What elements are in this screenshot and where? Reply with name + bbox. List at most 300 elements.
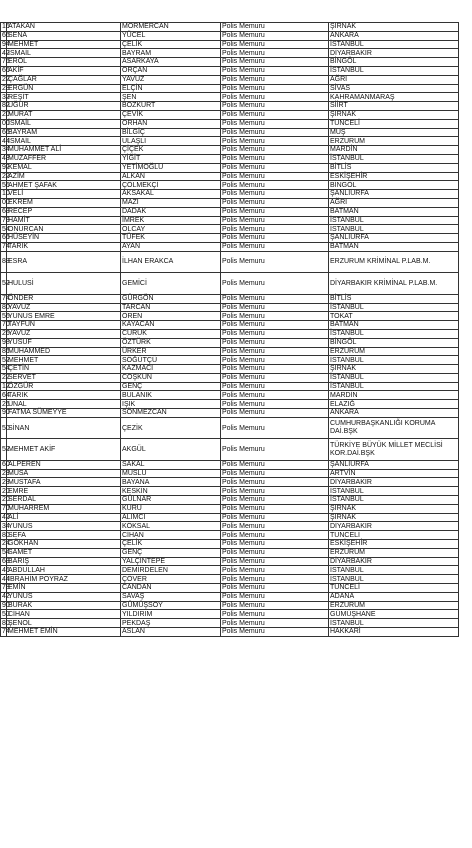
first-name-cell: ABDULLAH [7, 566, 121, 575]
location-cell: İSTANBUL [329, 566, 459, 575]
rank-cell: Polis Memuru [221, 496, 329, 505]
location-cell: İSTANBUL [329, 66, 459, 75]
table-row [1, 504, 459, 513]
last-name-cell: ASLAN [121, 628, 221, 637]
last-name-cell: CURUK [121, 329, 221, 338]
first-name-cell: SERDAL [7, 496, 121, 505]
row-number-cell: 34 [2, 522, 10, 530]
location-cell: İSTANBUL [329, 154, 459, 163]
rank-cell: Polis Memuru [221, 119, 329, 128]
table-row [1, 610, 459, 619]
first-name-cell: YAVUZ [7, 329, 121, 338]
rank-cell: Polis Memuru [221, 216, 329, 225]
location-cell: ŞIRNAK [329, 110, 459, 119]
first-name-cell: İSMAİL [7, 137, 121, 146]
first-name-cell: YUSUF [7, 338, 121, 347]
row-number-cell: 00 [2, 199, 10, 207]
location-cell: ADANA [329, 592, 459, 601]
location-cell: MUŞ [329, 128, 459, 137]
row-number-cell: 74 [2, 243, 10, 251]
row-number-cell: 52 [2, 356, 10, 364]
location-cell: CUMHURBAŞKANLIĞI KORUMA DAİ.BŞK [329, 417, 459, 439]
last-name-cell: YAVUZ [121, 75, 221, 84]
row-number-cell: 70 [2, 505, 10, 513]
rank-cell: Polis Memuru [221, 566, 329, 575]
first-name-cell: SENA [7, 31, 121, 40]
location-cell: ERZURUM [329, 548, 459, 557]
last-name-cell: ÇEZİK [121, 417, 221, 439]
first-name-cell: SEFA [7, 531, 121, 540]
table-row [1, 338, 459, 347]
table-row [1, 400, 459, 409]
last-name-cell: ÇELİK [121, 40, 221, 49]
location-cell: HAKKARİ [329, 628, 459, 637]
table-row [1, 566, 459, 575]
first-name-cell: RECEP [7, 207, 121, 216]
location-cell: ŞANLIURFA [329, 190, 459, 199]
location-cell: İSTANBUL [329, 496, 459, 505]
rank-cell: Polis Memuru [221, 619, 329, 628]
first-name-cell: ALPEREN [7, 460, 121, 469]
table-row [1, 531, 459, 540]
last-name-cell: ULAŞLI [121, 137, 221, 146]
location-cell: KAHRAMANMARAŞ [329, 93, 459, 102]
rank-cell: Polis Memuru [221, 592, 329, 601]
location-cell: BİNGÖL [329, 181, 459, 190]
row-number-cell: 66 [2, 128, 10, 136]
last-name-cell: GENÇ [121, 548, 221, 557]
table-row [1, 198, 459, 207]
first-name-cell: ÖNDER [7, 294, 121, 303]
row-number-cell: 94 [2, 40, 10, 48]
location-cell: ŞIRNAK [329, 365, 459, 374]
last-name-cell: GÜRGÖN [121, 294, 221, 303]
location-cell: ŞIRNAK [329, 513, 459, 522]
first-name-cell: FATMA SÜMEYYE [7, 409, 121, 418]
rank-cell: Polis Memuru [221, 190, 329, 199]
table-row [1, 40, 459, 49]
first-name-cell: ÇAĞLAR [7, 75, 121, 84]
rank-cell: Polis Memuru [221, 321, 329, 330]
last-name-cell: YALÇINTEPE [121, 557, 221, 566]
last-name-cell: GENÇ [121, 382, 221, 391]
first-name-cell: MURAT [7, 110, 121, 119]
last-name-cell: SÖNMEZCAN [121, 409, 221, 418]
last-name-cell: YETİMOĞLU [121, 163, 221, 172]
row-number-cell: 20 [2, 496, 10, 504]
table-row [1, 601, 459, 610]
rank-cell: Polis Memuru [221, 460, 329, 469]
table-row [1, 66, 459, 75]
first-name-cell: HAMİT [7, 216, 121, 225]
rank-cell: Polis Memuru [221, 303, 329, 312]
table-row [1, 557, 459, 566]
table-row [1, 373, 459, 382]
first-name-cell: EROL [7, 58, 121, 67]
location-cell: GÜMÜŞHANE [329, 610, 459, 619]
first-name-cell: SİNAN [7, 417, 121, 439]
last-name-cell: PEKDAŞ [121, 619, 221, 628]
row-number-cell: 66 [2, 234, 10, 242]
last-name-cell: ÖREN [121, 312, 221, 321]
last-name-cell: ALIMCI [121, 513, 221, 522]
table-row [1, 163, 459, 172]
rank-cell: Polis Memuru [221, 548, 329, 557]
last-name-cell: GÜMÜŞSOY [121, 601, 221, 610]
rank-cell: Polis Memuru [221, 356, 329, 365]
row-number-cell: 52 [1, 439, 7, 461]
row-number-cell: 92 [2, 164, 10, 172]
location-cell: ERZURUM [329, 601, 459, 610]
row-number-cell: 50 [2, 610, 10, 618]
table-row [1, 75, 459, 84]
last-name-cell: YILDIRIM [121, 610, 221, 619]
row-number-cell: 64 [2, 391, 10, 399]
rank-cell: Polis Memuru [221, 439, 329, 461]
location-cell: İSTANBUL [329, 487, 459, 496]
rank-cell: Polis Memuru [221, 540, 329, 549]
first-name-cell: REŞİT [7, 93, 121, 102]
rank-cell: Polis Memuru [221, 513, 329, 522]
first-name-cell: YUNUS EMRE [7, 312, 121, 321]
rank-cell: Polis Memuru [221, 102, 329, 111]
first-name-cell: MEHMET EMİN [7, 628, 121, 637]
table-row [1, 365, 459, 374]
location-cell: TOKAT [329, 312, 459, 321]
location-cell: İSTANBUL [329, 373, 459, 382]
first-name-cell: YUNUS [7, 522, 121, 531]
table-row [1, 146, 459, 155]
first-name-cell: MUHAMMED [7, 347, 121, 356]
row-number-cell: 98 [2, 339, 10, 346]
row-number-cell: 48 [2, 155, 10, 163]
rank-cell: Polis Memuru [221, 610, 329, 619]
table-row [1, 409, 459, 418]
row-number-cell: 66 [2, 67, 10, 75]
rank-cell: Polis Memuru [221, 110, 329, 119]
table-row [1, 469, 459, 478]
rank-cell: Polis Memuru [221, 347, 329, 356]
table-row [1, 84, 459, 93]
rank-cell: Polis Memuru [221, 154, 329, 163]
location-cell: ANKARA [329, 31, 459, 40]
location-cell: ESKİŞEHİR [329, 540, 459, 549]
table-row [1, 548, 459, 557]
first-name-cell: AKİF [7, 66, 121, 75]
first-name-cell: ÇETİN [7, 365, 121, 374]
rank-cell: Polis Memuru [221, 329, 329, 338]
location-cell: TUNCELİ [329, 119, 459, 128]
last-name-cell: BAYRAM [121, 49, 221, 58]
table-row [1, 119, 459, 128]
row-number-cell: 68 [2, 557, 10, 565]
last-name-cell: ÜRKER [121, 347, 221, 356]
last-name-cell: MUSLU [121, 469, 221, 478]
table-row [1, 23, 459, 32]
rank-cell: Polis Memuru [221, 75, 329, 84]
row-number-cell: 22 [2, 172, 10, 180]
last-name-cell: ÖZTÜRK [121, 338, 221, 347]
last-name-cell: BAYANA [121, 478, 221, 487]
first-name-cell: ONURCAN [7, 225, 121, 234]
table-row [1, 382, 459, 391]
rank-cell: Polis Memuru [221, 557, 329, 566]
location-cell: ŞIRNAK [329, 23, 459, 32]
row-number-cell: 70 [2, 321, 10, 329]
location-cell: İSTANBUL [329, 356, 459, 365]
table-row [1, 273, 459, 295]
last-name-cell: CİHAN [121, 531, 221, 540]
first-name-cell: EMİN [7, 584, 121, 593]
rank-cell: Polis Memuru [221, 391, 329, 400]
location-cell: ARTVİN [329, 469, 459, 478]
personnel-table [0, 22, 459, 637]
location-cell: SİVAS [329, 84, 459, 93]
row-number-cell: 78 [2, 584, 10, 592]
row-number-cell: 10 [2, 190, 10, 198]
location-cell: ERZURUM [329, 347, 459, 356]
first-name-cell: ÜNAL [7, 400, 121, 409]
location-cell: ESKİŞEHİR [329, 172, 459, 181]
table-row [1, 251, 459, 273]
table-row [1, 93, 459, 102]
row-number-cell: 68 [2, 208, 10, 216]
row-number-cell: 90 [2, 601, 10, 609]
rank-cell: Polis Memuru [221, 163, 329, 172]
row-number-cell: 26 [2, 400, 10, 408]
table-row [1, 128, 459, 137]
row-number-cell: 32 [2, 93, 10, 101]
rank-cell: Polis Memuru [221, 137, 329, 146]
location-cell: DİYARBAKIR [329, 49, 459, 58]
row-number-cell: 42 [2, 513, 10, 521]
row-number-cell: 00 [2, 120, 10, 128]
location-cell: BATMAN [329, 321, 459, 330]
rank-cell: Polis Memuru [221, 400, 329, 409]
location-cell: İSTANBUL [329, 619, 459, 628]
last-name-cell: ORÇAN [121, 66, 221, 75]
table-row [1, 619, 459, 628]
location-cell: BATMAN [329, 242, 459, 251]
first-name-cell: ESRA [7, 251, 121, 273]
rank-cell: Polis Memuru [221, 66, 329, 75]
last-name-cell: MORMERCAN [121, 23, 221, 32]
table-row [1, 321, 459, 330]
location-cell: BİNGÖL [329, 58, 459, 67]
last-name-cell: MAZI [121, 198, 221, 207]
location-cell: AĞRI [329, 198, 459, 207]
last-name-cell: GÜLNAR [121, 496, 221, 505]
rank-cell: Polis Memuru [221, 487, 329, 496]
last-name-cell: DEMİRDELEN [121, 566, 221, 575]
row-number-cell: 90 [2, 409, 10, 417]
location-cell: ŞANLIURFA [329, 460, 459, 469]
location-cell: DİYARBAKIR [329, 557, 459, 566]
first-name-cell: ERGÜN [7, 84, 121, 93]
table-row [1, 49, 459, 58]
row-number-cell: 16 [2, 23, 10, 31]
rank-cell: Polis Memuru [221, 584, 329, 593]
first-name-cell: AZİM [7, 172, 121, 181]
rank-cell: Polis Memuru [221, 628, 329, 637]
row-number-cell: 34 [2, 146, 10, 154]
last-name-cell: KAZMACI [121, 365, 221, 374]
rank-cell: Polis Memuru [221, 172, 329, 181]
first-name-cell: TARIK [7, 242, 121, 251]
first-name-cell: KEMAL [7, 163, 121, 172]
rank-cell: Polis Memuru [221, 23, 329, 32]
table-row [1, 31, 459, 40]
rank-cell: Polis Memuru [221, 31, 329, 40]
rank-cell: Polis Memuru [221, 469, 329, 478]
last-name-cell: CANDAN [121, 584, 221, 593]
rank-cell: Polis Memuru [221, 365, 329, 374]
rank-cell: Polis Memuru [221, 181, 329, 190]
last-name-cell: ALKAN [121, 172, 221, 181]
row-number-cell: 54 [2, 549, 10, 557]
location-cell: ERZURUM [329, 137, 459, 146]
last-name-cell: ÇELİK [121, 540, 221, 549]
last-name-cell: BİLGİÇ [121, 128, 221, 137]
location-cell: AĞRI [329, 75, 459, 84]
rank-cell: Polis Memuru [221, 531, 329, 540]
table-row [1, 58, 459, 67]
first-name-cell: MEHMET [7, 356, 121, 365]
location-cell: ŞIRNAK [329, 504, 459, 513]
last-name-cell: SAKAL [121, 460, 221, 469]
table-row [1, 234, 459, 243]
row-number-cell: 60 [2, 461, 10, 469]
location-cell: ŞANLIURFA [329, 234, 459, 243]
row-number-cell: 80 [2, 303, 10, 311]
row-number-cell: 88 [1, 251, 7, 273]
first-name-cell: İBRAHİM POYRAZ [7, 575, 121, 584]
last-name-cell: TÜFEK [121, 234, 221, 243]
row-number-cell: 86 [2, 347, 10, 355]
row-number-cell: 76 [2, 58, 10, 66]
first-name-cell: CİHAN [7, 610, 121, 619]
table-row [1, 303, 459, 312]
row-number-cell: 52 [1, 273, 7, 295]
last-name-cell: ÇİÇEK [121, 146, 221, 155]
last-name-cell: GEMİCİ [121, 273, 221, 295]
table-row [1, 312, 459, 321]
table-row [1, 172, 459, 181]
row-number-cell: 56 [2, 181, 10, 189]
last-name-cell: AKSAKAL [121, 190, 221, 199]
table-row [1, 496, 459, 505]
table-row [1, 478, 459, 487]
rank-cell: Polis Memuru [221, 58, 329, 67]
table-row [1, 439, 459, 461]
last-name-cell: IŞIK [121, 400, 221, 409]
rank-cell: Polis Memuru [221, 93, 329, 102]
last-name-cell: KÖKSAL [121, 522, 221, 531]
table-row [1, 225, 459, 234]
rank-cell: Polis Memuru [221, 504, 329, 513]
first-name-cell: İSMAİL [7, 119, 121, 128]
last-name-cell: KURU [121, 504, 221, 513]
table-row [1, 347, 459, 356]
location-cell: TUNCELİ [329, 584, 459, 593]
row-number-cell: 26 [2, 330, 10, 338]
row-number-cell: 46 [2, 566, 10, 574]
table-row [1, 487, 459, 496]
location-cell: SİİRT [329, 102, 459, 111]
location-cell: İSTANBUL [329, 382, 459, 391]
last-name-cell: KAYACAN [121, 321, 221, 330]
location-cell: BİTLİS [329, 163, 459, 172]
first-name-cell: BARIŞ [7, 557, 121, 566]
rank-cell: Polis Memuru [221, 373, 329, 382]
last-name-cell: ELÇİN [121, 84, 221, 93]
last-name-cell: ÇÖVER [121, 575, 221, 584]
table-row [1, 154, 459, 163]
table-row [1, 356, 459, 365]
table-row [1, 460, 459, 469]
last-name-cell: İMREK [121, 216, 221, 225]
first-name-cell: SAMET [7, 548, 121, 557]
rank-cell: Polis Memuru [221, 234, 329, 243]
first-name-cell: ALİ [7, 513, 121, 522]
table-row [1, 584, 459, 593]
last-name-cell: AYAN [121, 242, 221, 251]
last-name-cell: ÇÖLMEKÇİ [121, 181, 221, 190]
table-row [1, 522, 459, 531]
table-row [1, 242, 459, 251]
row-number-cell: 56 [2, 312, 10, 320]
row-number-cell: 28 [2, 469, 10, 477]
first-name-cell: GÖKHAN [7, 540, 121, 549]
row-number-cell: 54 [2, 365, 10, 373]
table-row [1, 329, 459, 338]
location-cell: İSTANBUL [329, 303, 459, 312]
last-name-cell: ASARKAYA [121, 58, 221, 67]
last-name-cell: BULANIK [121, 391, 221, 400]
location-cell: BİNGÖL [329, 338, 459, 347]
last-name-cell: YİĞİT [121, 154, 221, 163]
first-name-cell: MUSTAFA [7, 478, 121, 487]
row-number-cell: 12 [2, 382, 10, 390]
location-cell: İSTANBUL [329, 225, 459, 234]
table-row [1, 216, 459, 225]
rank-cell: Polis Memuru [221, 49, 329, 58]
table-row [1, 181, 459, 190]
row-number-cell: 42 [2, 49, 10, 57]
first-name-cell: SERVET [7, 373, 121, 382]
rank-cell: Polis Memuru [221, 225, 329, 234]
last-name-cell: ŞEN [121, 93, 221, 102]
row-number-cell: 28 [2, 478, 10, 486]
location-cell: ERZURUM KRİMİNAL P.LAB.M. [329, 251, 459, 273]
table-row [1, 391, 459, 400]
first-name-cell: UĞUR [7, 102, 121, 111]
row-number-cell: 54 [2, 225, 10, 233]
rank-cell: Polis Memuru [221, 251, 329, 273]
row-number-cell: 74 [2, 628, 10, 636]
first-name-cell: AHMET ŞAFAK [7, 181, 121, 190]
table-row [1, 417, 459, 439]
table-row [1, 628, 459, 637]
first-name-cell: TAYFUN [7, 321, 121, 330]
row-number-cell: 44 [2, 137, 10, 145]
first-name-cell: MUSA [7, 469, 121, 478]
last-name-cell: İLHAN ERAKCA [121, 251, 221, 273]
rank-cell: Polis Memuru [221, 273, 329, 295]
location-cell: MARDİN [329, 146, 459, 155]
rank-cell: Polis Memuru [221, 601, 329, 610]
document-page [0, 22, 472, 637]
